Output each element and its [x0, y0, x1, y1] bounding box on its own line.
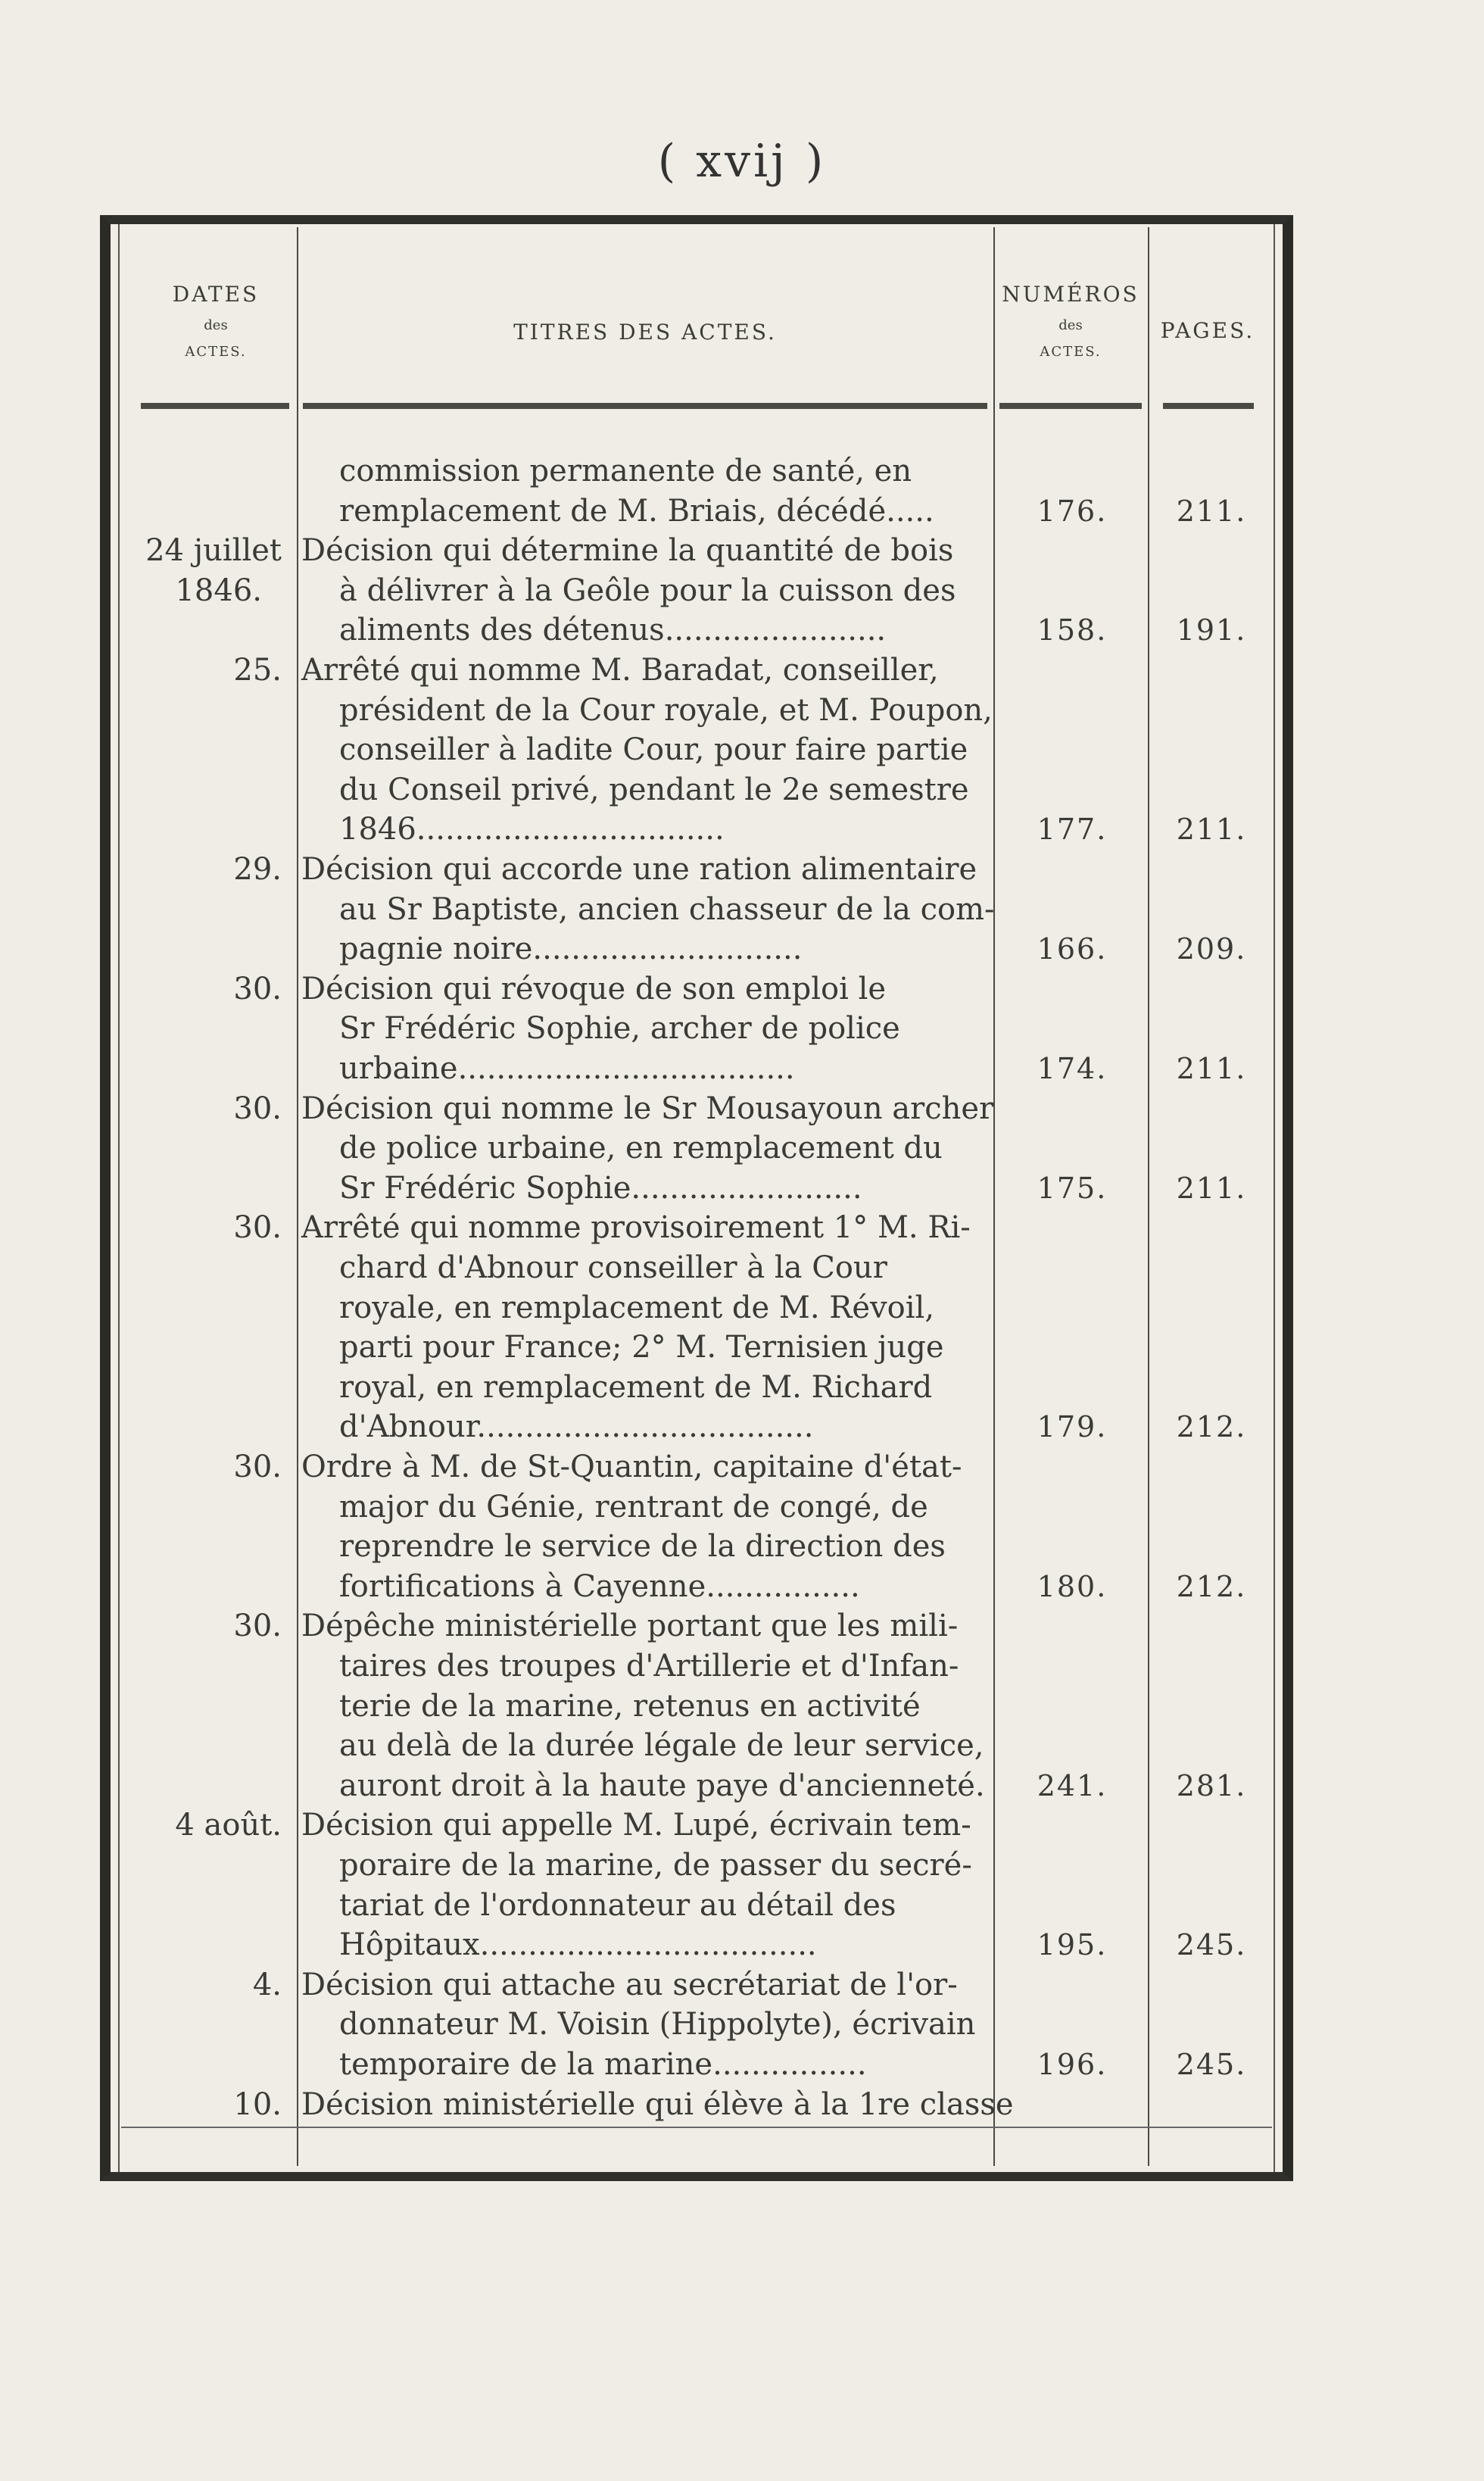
entry-title-line: commission permanente de santé, en — [339, 454, 912, 488]
header-pages-label: PAGES. — [1160, 318, 1255, 343]
entry-numero: 177. — [1037, 813, 1108, 847]
entry-title-line: Décision qui accorde une ration alimentaire — [301, 852, 977, 887]
entry-page: 212. — [1176, 1410, 1247, 1444]
entry-title-line: président de la Cour royale, et M. Poupon, — [339, 692, 993, 728]
entry-page: 211. — [1176, 1052, 1247, 1085]
header-numeros-des: des — [1058, 317, 1083, 333]
entry-title-line: major du Génie, rentrant de congé, de — [339, 1489, 928, 1524]
entry-title-line: à délivrer à la Geôle pour la cuisson des — [339, 573, 956, 608]
entry-title-line: terie de la marine, retenus en activité — [339, 1688, 921, 1724]
column-divider-titles — [993, 227, 995, 2166]
entry-date: 29. — [233, 852, 282, 887]
entry-title-line: Décision qui nomme le Sr Mousayoun archer — [301, 1091, 994, 1126]
entry-title-line: de police urbaine, en remplacement du — [339, 1131, 943, 1166]
entry-date: 24 juillet — [145, 533, 282, 569]
entry-date: 4. — [252, 1967, 282, 2002]
entry-title-line: conseiller à ladite Cour, pour faire partie — [339, 732, 968, 768]
entry-page: 245. — [1176, 2048, 1247, 2081]
entry-numero: 195. — [1037, 1928, 1108, 1962]
entry-date: 10. — [233, 2086, 282, 2122]
entry-date: 30. — [233, 971, 282, 1006]
entry-numero: 176. — [1037, 494, 1108, 528]
entry-numero: 158. — [1037, 613, 1108, 648]
page-number: ( xvij ) — [657, 135, 827, 188]
entry-title-line: remplacement de M. Briais, décédé..... — [339, 493, 934, 529]
entry-numero: 175. — [1037, 1171, 1108, 1205]
column-divider-dates — [297, 227, 298, 2166]
entry-title-line: Hôpitaux................................... — [339, 1927, 817, 1963]
entry-page: 209. — [1176, 932, 1247, 966]
header-rule-pages — [1163, 403, 1254, 409]
entry-title-line: temporaire de la marine................ — [339, 2047, 867, 2082]
entry-title-line: parti pour France; 2° M. Ternisien juge — [339, 1330, 944, 1365]
entry-date: 25. — [233, 653, 282, 688]
entry-title-line: donnateur M. Voisin (Hippolyte), écrivain — [339, 2007, 976, 2043]
entry-title-line: Sr Frédéric Sophie........................ — [339, 1170, 862, 1206]
header-rule-dates — [141, 403, 289, 409]
header-numeros-actes: ACTES. — [1040, 344, 1102, 360]
frame-inner-left-rule — [118, 224, 120, 2172]
entry-date: 30. — [233, 1450, 282, 1484]
entry-title-line: au Sr Baptiste, ancien chasseur de la com- — [339, 891, 995, 927]
header-dates — [136, 282, 295, 360]
entry-title-line: Décision qui détermine la quantité de bois — [301, 533, 954, 569]
entry-page: 211. — [1176, 494, 1247, 528]
entry-title-line: auront droit à la haute paye d'ancienneté. — [339, 1768, 985, 1803]
header-dates-label: DATES — [172, 282, 260, 307]
entry-title-line: Arrêté qui nomme M. Baradat, conseiller, — [301, 653, 939, 688]
header-dates-actes: ACTES. — [185, 344, 247, 360]
entry-title-line: urbaine................................... — [339, 1051, 795, 1086]
entry-title-line: taires des troupes d'Artillerie et d'Infan- — [339, 1649, 959, 1684]
entry-title-line: du Conseil privé, pendant le 2e semestre — [339, 772, 969, 807]
entry-numero: 180. — [1037, 1569, 1108, 1603]
entry-date: 30. — [233, 1091, 282, 1126]
entry-title-line: Ordre à M. de St-Quantin, capitaine d'état- — [301, 1450, 962, 1484]
header-numeros — [996, 282, 1145, 360]
entry-numero: 196. — [1037, 2048, 1108, 2081]
entry-page: 281. — [1176, 1768, 1247, 1802]
entry-page: 191. — [1176, 613, 1247, 648]
entry-title-line: Décision qui attache au secrétariat de l'or- — [301, 1967, 958, 2002]
entry-title-line: royal, en remplacement de M. Richard — [339, 1369, 933, 1405]
header-rule-numeros — [999, 403, 1142, 409]
entry-date: 30. — [233, 1210, 282, 1246]
entry-page: 211. — [1176, 813, 1247, 847]
entry-title-line: fortifications à Cayenne................ — [339, 1568, 860, 1604]
entry-title-line: d'Abnour................................... — [339, 1409, 814, 1445]
entry-title-line: Arrêté qui nomme provisoirement 1° M. Ri- — [301, 1210, 971, 1246]
entry-title-line: 1846................................ — [339, 812, 725, 847]
entry-title-line: aliments des détenus....................... — [339, 613, 887, 648]
entry-title-line: Sr Frédéric Sophie, archer de police — [339, 1011, 900, 1047]
entry-title-line: chard d'Abnour conseiller à la Cour — [339, 1250, 887, 1285]
entry-date: 1846. — [175, 573, 262, 608]
entry-title-line: royale, en remplacement de M. Révoil, — [339, 1290, 935, 1325]
bottom-rule — [121, 2127, 1272, 2128]
header-rule-titles — [303, 403, 987, 409]
header-titres-label: TITRES DES ACTES. — [513, 320, 777, 345]
entry-date: 30. — [233, 1609, 282, 1644]
entry-numero: 241. — [1037, 1768, 1108, 1802]
entry-date: 4 août. — [175, 1808, 282, 1843]
header-numeros-label: NUMÉROS — [1002, 282, 1140, 307]
entry-title-line: Dépêche ministérielle portant que les mili- — [301, 1609, 959, 1644]
entry-page: 212. — [1176, 1569, 1247, 1603]
entry-title-line: poraire de la marine, de passer du secré- — [339, 1848, 972, 1883]
entry-title-line: reprendre le service de la direction des — [339, 1529, 946, 1565]
entry-title-line: Décision ministérielle qui élève à la 1re classe — [301, 2086, 1014, 2122]
entry-title-line: au delà de la durée légale de leur service, — [339, 1728, 984, 1764]
entry-page: 211. — [1176, 1171, 1247, 1205]
header-pages — [1151, 318, 1264, 343]
entry-numero: 166. — [1037, 932, 1108, 966]
entry-numero: 179. — [1037, 1410, 1108, 1444]
entry-title-line: Décision qui révoque de son emploi le — [301, 971, 887, 1006]
entry-title-line: tariat de l'ordonnateur au détail des — [339, 1887, 896, 1923]
entry-page: 245. — [1176, 1928, 1247, 1962]
entry-title-line: Décision qui appelle M. Lupé, écrivain tem- — [301, 1808, 971, 1843]
entry-numero: 174. — [1037, 1052, 1108, 1085]
header-dates-des: des — [204, 317, 228, 333]
frame-inner-right-rule — [1274, 224, 1275, 2172]
header-titres — [303, 320, 987, 345]
column-divider-numeros — [1148, 227, 1149, 2166]
entry-title-line: pagnie noire............................ — [339, 932, 803, 967]
